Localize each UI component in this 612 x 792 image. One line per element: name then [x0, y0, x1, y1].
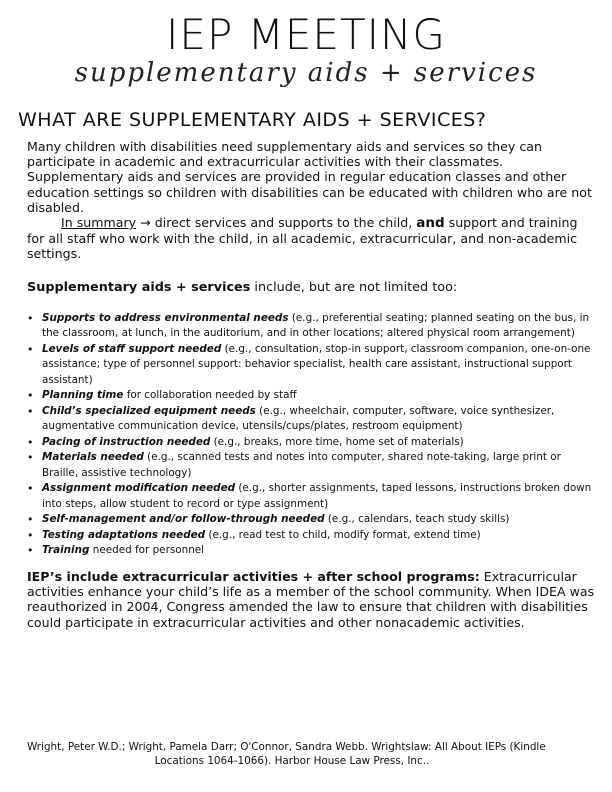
bullet-icon: •	[27, 435, 34, 449]
item-text: (e.g., preferential seating; planned seating on the bus, in the classroom, at lunch, in the auditorium, and in other locations; altered physical room arrangement)	[42, 311, 590, 340]
list-item	[27, 311, 595, 342]
bullet-icon: •	[27, 513, 34, 527]
summary-text-2: support and training for all staff who work with the child, in all academic, extracurricular, and non-academic settings.	[27, 215, 578, 262]
summary-text-1: direct services and supports to the child,	[150, 215, 417, 231]
list-item	[27, 481, 595, 512]
item-text: for collaboration needed by staff	[123, 389, 297, 402]
extracurricular-heading: IEP’s include extracurricular activities + after school programs:	[27, 568, 480, 584]
item-label: Training	[42, 544, 90, 557]
list-item	[27, 342, 595, 389]
list-item	[27, 543, 595, 559]
list-lead-rest: include, but are not limited too:	[250, 279, 458, 295]
item-text: (e.g., consultation, stop-in support, classroom companion, one-on-one assistance; type of personnel support: behavior specialist, health care assistant, instructional support assistant)	[42, 342, 591, 386]
item-label: Materials needed	[42, 451, 144, 464]
item-label: Levels of staff support needed	[42, 342, 222, 355]
list-lead	[27, 280, 595, 295]
bullet-icon: •	[27, 404, 34, 418]
summary-and: and	[416, 215, 445, 232]
bullet-icon: •	[27, 342, 34, 356]
summary-label: In summary	[61, 215, 137, 231]
section-heading: WHAT ARE SUPPLEMENTARY AIDS + SERVICES?	[18, 109, 487, 131]
item-label: Supports to address environmental needs	[42, 311, 289, 324]
bullet-icon: •	[27, 451, 34, 465]
item-label: Self-management and/or follow-through needed	[42, 513, 325, 526]
bullet-icon: •	[27, 528, 34, 542]
item-label: Planning time	[42, 389, 124, 402]
list-item	[27, 435, 595, 451]
item-text: needed for personnel	[89, 544, 205, 557]
item-text: (e.g., breaks, more time, home set of materials)	[210, 435, 464, 448]
list-item	[27, 404, 595, 435]
supports-list	[27, 311, 595, 559]
bullet-icon: •	[27, 389, 34, 403]
page-subtitle: supplementary aids + services	[74, 58, 538, 88]
bullet-icon: •	[27, 482, 34, 496]
item-label: Testing adaptations needed	[42, 528, 206, 541]
item-text: (e.g., scanned tests and notes into computer, shared note-taking, large print or Braille, assistive technology)	[42, 451, 561, 479]
list-lead-bold: Supplementary aids + services	[27, 279, 251, 295]
list-item	[27, 388, 595, 404]
item-label: Child’s specialized equipment needs	[42, 404, 256, 417]
list-item	[27, 512, 595, 528]
page-title: IEP MEETING	[166, 10, 446, 59]
citation-line-1: Wright, Peter W.D.; Wright, Pamela Darr; O'Connor, Sandra Webb. Wrightslaw: All About IEPs (Kindle	[27, 741, 546, 753]
list-item	[27, 450, 595, 481]
item-label: Pacing of instruction needed	[42, 435, 211, 448]
bullet-icon: •	[27, 311, 34, 325]
main-content	[27, 139, 595, 630]
arrow-icon: →	[140, 215, 151, 231]
citation	[27, 740, 597, 768]
item-label: Assignment modification needed	[42, 482, 236, 495]
summary-paragraph	[27, 215, 595, 262]
bullet-icon: •	[27, 544, 34, 558]
list-item	[27, 528, 595, 544]
item-text: (e.g., read test to child, modify format, extend time)	[205, 528, 481, 541]
extracurricular-text: Extracurricular activities enhance your child’s life as a member of the school community. When IDEA was reauthorized in 2004, Congress amended the law to ensure that children with disabilities could participate in extracurricular activities and other nonacademic activities.	[27, 568, 595, 630]
item-text: (e.g., wheelchair, computer, software, voice synthesizer, augmentative communication device, utensils/cups/plates, restroom equipment)	[42, 404, 555, 433]
intro-paragraph: Many children with disabilities need supplementary aids and services so they can participate in academic and extracurricular activities with their classmates. Supplementary aids and services are provided in regular education classes and other education settings so children with disabilities can be educated with children who are not disabled.	[27, 139, 592, 215]
item-text: (e.g., shorter assignments, taped lessons, instructions broken down into steps, allow student to record or type assignment)	[42, 482, 592, 510]
extracurricular-paragraph	[27, 569, 595, 630]
citation-line-2: Locations 1064-1066). Harbor House Law Press, Inc..	[154, 755, 430, 767]
item-text: (e.g., calendars, teach study skills)	[324, 513, 510, 526]
